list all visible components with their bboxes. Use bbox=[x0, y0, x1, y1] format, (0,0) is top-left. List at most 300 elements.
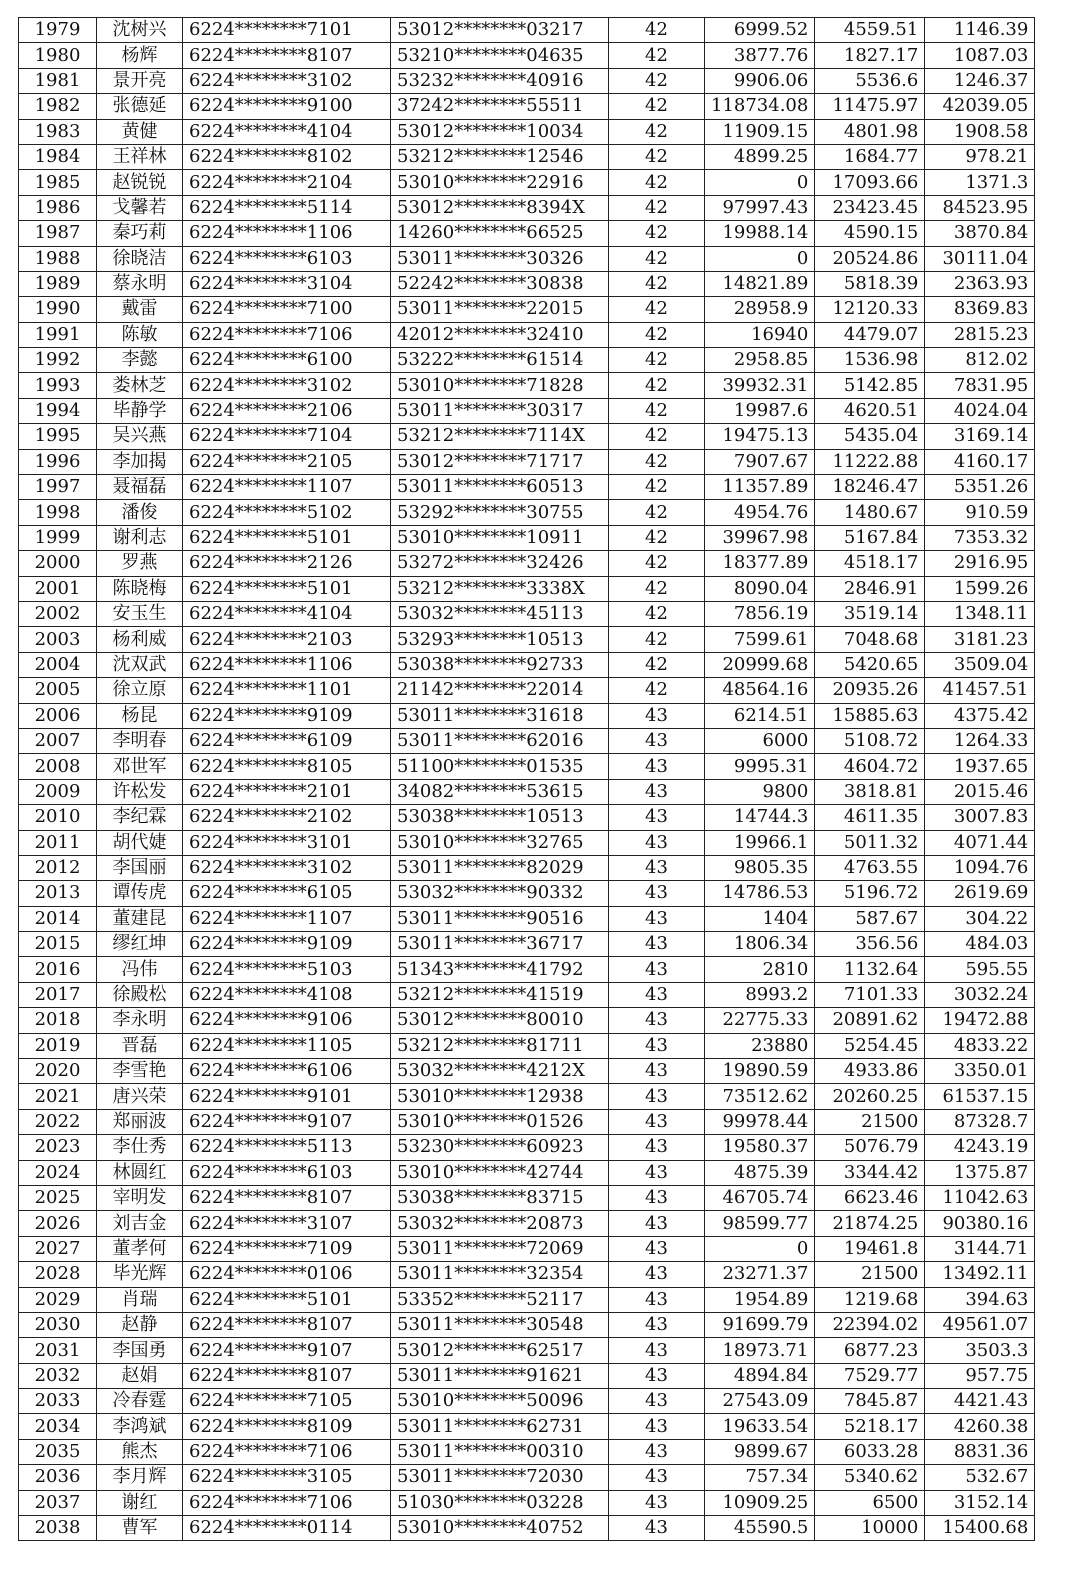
amount-c-cell: 595.55 bbox=[925, 957, 1035, 982]
amount-c-cell: 1937.65 bbox=[925, 754, 1035, 779]
amount-b-cell: 3519.14 bbox=[815, 601, 925, 626]
age-cell: 42 bbox=[609, 678, 705, 703]
age-cell: 42 bbox=[609, 525, 705, 550]
id-number-cell: 53010********32765 bbox=[391, 830, 609, 855]
row-number-cell: 2024 bbox=[19, 1160, 97, 1185]
row-number-cell: 1994 bbox=[19, 398, 97, 423]
age-cell: 42 bbox=[609, 94, 705, 119]
row-number-cell: 2005 bbox=[19, 678, 97, 703]
table-row bbox=[19, 170, 1035, 195]
table-row bbox=[19, 1059, 1035, 1084]
bank-card-cell: 6224********0106 bbox=[183, 1262, 391, 1287]
amount-a-cell: 9995.31 bbox=[705, 754, 815, 779]
amount-c-cell: 61537.15 bbox=[925, 1084, 1035, 1109]
id-number-cell: 53011********30548 bbox=[391, 1312, 609, 1337]
amount-b-cell: 12120.33 bbox=[815, 297, 925, 322]
id-number-cell: 53011********91621 bbox=[391, 1363, 609, 1388]
name-cell: 宰明发 bbox=[97, 1185, 183, 1210]
age-cell: 42 bbox=[609, 170, 705, 195]
name-cell: 熊杰 bbox=[97, 1439, 183, 1464]
age-cell: 43 bbox=[609, 982, 705, 1007]
amount-c-cell: 90380.16 bbox=[925, 1211, 1035, 1236]
amount-b-cell: 20891.62 bbox=[815, 1008, 925, 1033]
name-cell: 沈双武 bbox=[97, 652, 183, 677]
row-number-cell: 1999 bbox=[19, 525, 97, 550]
amount-a-cell: 19988.14 bbox=[705, 221, 815, 246]
row-number-cell: 2038 bbox=[19, 1516, 97, 1541]
id-number-cell: 53010********12938 bbox=[391, 1084, 609, 1109]
table-row bbox=[19, 221, 1035, 246]
row-number-cell: 2018 bbox=[19, 1008, 97, 1033]
row-number-cell: 2034 bbox=[19, 1414, 97, 1439]
row-number-cell: 1982 bbox=[19, 94, 97, 119]
table-row bbox=[19, 424, 1035, 449]
table-row bbox=[19, 195, 1035, 220]
amount-b-cell: 7048.68 bbox=[815, 627, 925, 652]
id-number-cell: 53011********82029 bbox=[391, 855, 609, 880]
amount-b-cell: 4559.51 bbox=[815, 18, 925, 43]
table-row bbox=[19, 627, 1035, 652]
id-number-cell: 53011********32354 bbox=[391, 1262, 609, 1287]
bank-card-cell: 6224********5102 bbox=[183, 500, 391, 525]
amount-a-cell: 11357.89 bbox=[705, 475, 815, 500]
id-number-cell: 53010********22916 bbox=[391, 170, 609, 195]
amount-b-cell: 1827.17 bbox=[815, 43, 925, 68]
amount-c-cell: 8831.36 bbox=[925, 1439, 1035, 1464]
age-cell: 42 bbox=[609, 297, 705, 322]
bank-card-cell: 6224********8107 bbox=[183, 43, 391, 68]
name-cell: 李永明 bbox=[97, 1008, 183, 1033]
amount-c-cell: 812.02 bbox=[925, 348, 1035, 373]
amount-c-cell: 4243.19 bbox=[925, 1135, 1035, 1160]
amount-c-cell: 4071.44 bbox=[925, 830, 1035, 855]
bank-card-cell: 6224********5114 bbox=[183, 195, 391, 220]
amount-c-cell: 1375.87 bbox=[925, 1160, 1035, 1185]
row-number-cell: 2014 bbox=[19, 906, 97, 931]
row-number-cell: 2029 bbox=[19, 1287, 97, 1312]
age-cell: 43 bbox=[609, 1236, 705, 1261]
table-row bbox=[19, 601, 1035, 626]
age-cell: 42 bbox=[609, 119, 705, 144]
bank-card-cell: 6224********7105 bbox=[183, 1389, 391, 1414]
amount-a-cell: 9899.67 bbox=[705, 1439, 815, 1464]
amount-a-cell: 27543.09 bbox=[705, 1389, 815, 1414]
amount-a-cell: 0 bbox=[705, 1236, 815, 1261]
age-cell: 42 bbox=[609, 551, 705, 576]
bank-card-cell: 6224********7109 bbox=[183, 1236, 391, 1261]
age-cell: 42 bbox=[609, 449, 705, 474]
amount-b-cell: 5254.45 bbox=[815, 1033, 925, 1058]
bank-card-cell: 6224********8102 bbox=[183, 144, 391, 169]
name-cell: 赵娟 bbox=[97, 1363, 183, 1388]
table-row bbox=[19, 271, 1035, 296]
amount-c-cell: 30111.04 bbox=[925, 246, 1035, 271]
table-row bbox=[19, 855, 1035, 880]
age-cell: 42 bbox=[609, 475, 705, 500]
table-row bbox=[19, 348, 1035, 373]
bank-card-cell: 6224********6109 bbox=[183, 728, 391, 753]
table-body bbox=[19, 18, 1035, 1541]
amount-c-cell: 3181.23 bbox=[925, 627, 1035, 652]
id-number-cell: 53032********45113 bbox=[391, 601, 609, 626]
amount-a-cell: 14821.89 bbox=[705, 271, 815, 296]
amount-b-cell: 19461.8 bbox=[815, 1236, 925, 1261]
name-cell: 缪红坤 bbox=[97, 932, 183, 957]
table-row bbox=[19, 398, 1035, 423]
bank-card-cell: 6224********1101 bbox=[183, 678, 391, 703]
row-number-cell: 2019 bbox=[19, 1033, 97, 1058]
amount-c-cell: 4833.22 bbox=[925, 1033, 1035, 1058]
bank-card-cell: 6224********9107 bbox=[183, 1109, 391, 1134]
amount-a-cell: 1404 bbox=[705, 906, 815, 931]
amount-c-cell: 3350.01 bbox=[925, 1059, 1035, 1084]
row-number-cell: 1986 bbox=[19, 195, 97, 220]
id-number-cell: 53010********42744 bbox=[391, 1160, 609, 1185]
id-number-cell: 53210********04635 bbox=[391, 43, 609, 68]
row-number-cell: 2026 bbox=[19, 1211, 97, 1236]
name-cell: 戴雷 bbox=[97, 297, 183, 322]
id-number-cell: 53212********7114X bbox=[391, 424, 609, 449]
amount-a-cell: 19987.6 bbox=[705, 398, 815, 423]
table-row bbox=[19, 475, 1035, 500]
amount-a-cell: 6214.51 bbox=[705, 703, 815, 728]
amount-b-cell: 587.67 bbox=[815, 906, 925, 931]
row-number-cell: 2009 bbox=[19, 779, 97, 804]
bank-card-cell: 6224********2102 bbox=[183, 805, 391, 830]
row-number-cell: 2013 bbox=[19, 881, 97, 906]
table-row bbox=[19, 18, 1035, 43]
id-number-cell: 53011********36717 bbox=[391, 932, 609, 957]
bank-card-cell: 6224********5101 bbox=[183, 1287, 391, 1312]
amount-c-cell: 49561.07 bbox=[925, 1312, 1035, 1337]
table-row bbox=[19, 1160, 1035, 1185]
bank-card-cell: 6224********8105 bbox=[183, 754, 391, 779]
name-cell: 罗燕 bbox=[97, 551, 183, 576]
age-cell: 43 bbox=[609, 1312, 705, 1337]
age-cell: 42 bbox=[609, 144, 705, 169]
name-cell: 郑丽波 bbox=[97, 1109, 183, 1134]
id-number-cell: 51343********41792 bbox=[391, 957, 609, 982]
age-cell: 42 bbox=[609, 43, 705, 68]
bank-card-cell: 6224********2105 bbox=[183, 449, 391, 474]
bank-card-cell: 6224********5113 bbox=[183, 1135, 391, 1160]
id-number-cell: 53010********10911 bbox=[391, 525, 609, 550]
table-row bbox=[19, 678, 1035, 703]
table-row bbox=[19, 1262, 1035, 1287]
row-number-cell: 2035 bbox=[19, 1439, 97, 1464]
amount-a-cell: 4875.39 bbox=[705, 1160, 815, 1185]
amount-b-cell: 5011.32 bbox=[815, 830, 925, 855]
row-number-cell: 1998 bbox=[19, 500, 97, 525]
amount-c-cell: 1087.03 bbox=[925, 43, 1035, 68]
amount-b-cell: 22394.02 bbox=[815, 1312, 925, 1337]
bank-card-cell: 6224********6106 bbox=[183, 1059, 391, 1084]
amount-c-cell: 3503.3 bbox=[925, 1338, 1035, 1363]
age-cell: 42 bbox=[609, 271, 705, 296]
bank-card-cell: 6224********1107 bbox=[183, 906, 391, 931]
id-number-cell: 53010********40752 bbox=[391, 1516, 609, 1541]
amount-a-cell: 2958.85 bbox=[705, 348, 815, 373]
bank-card-cell: 6224********3105 bbox=[183, 1465, 391, 1490]
amount-a-cell: 6999.52 bbox=[705, 18, 815, 43]
amount-a-cell: 1806.34 bbox=[705, 932, 815, 957]
name-cell: 赵静 bbox=[97, 1312, 183, 1337]
amount-a-cell: 8993.2 bbox=[705, 982, 815, 1007]
id-number-cell: 53038********10513 bbox=[391, 805, 609, 830]
amount-c-cell: 41457.51 bbox=[925, 678, 1035, 703]
age-cell: 42 bbox=[609, 627, 705, 652]
table-row bbox=[19, 551, 1035, 576]
age-cell: 43 bbox=[609, 1059, 705, 1084]
amount-a-cell: 757.34 bbox=[705, 1465, 815, 1490]
id-number-cell: 53011********00310 bbox=[391, 1439, 609, 1464]
row-number-cell: 2008 bbox=[19, 754, 97, 779]
bank-card-cell: 6224********5101 bbox=[183, 525, 391, 550]
row-number-cell: 1980 bbox=[19, 43, 97, 68]
name-cell: 毕光辉 bbox=[97, 1262, 183, 1287]
table-row bbox=[19, 1211, 1035, 1236]
amount-c-cell: 7831.95 bbox=[925, 373, 1035, 398]
amount-c-cell: 84523.95 bbox=[925, 195, 1035, 220]
age-cell: 43 bbox=[609, 1287, 705, 1312]
id-number-cell: 53032********20873 bbox=[391, 1211, 609, 1236]
age-cell: 42 bbox=[609, 424, 705, 449]
table-row bbox=[19, 982, 1035, 1007]
row-number-cell: 1995 bbox=[19, 424, 97, 449]
amount-b-cell: 15885.63 bbox=[815, 703, 925, 728]
name-cell: 景开亮 bbox=[97, 68, 183, 93]
bank-card-cell: 6224********7101 bbox=[183, 18, 391, 43]
name-cell: 晋磊 bbox=[97, 1033, 183, 1058]
amount-b-cell: 6623.46 bbox=[815, 1185, 925, 1210]
age-cell: 43 bbox=[609, 1439, 705, 1464]
bank-card-cell: 6224********5103 bbox=[183, 957, 391, 982]
amount-b-cell: 23423.45 bbox=[815, 195, 925, 220]
table-row bbox=[19, 906, 1035, 931]
name-cell: 林圆红 bbox=[97, 1160, 183, 1185]
row-number-cell: 2021 bbox=[19, 1084, 97, 1109]
bank-card-cell: 6224********2126 bbox=[183, 551, 391, 576]
amount-b-cell: 5420.65 bbox=[815, 652, 925, 677]
amount-b-cell: 18246.47 bbox=[815, 475, 925, 500]
id-number-cell: 53011********72069 bbox=[391, 1236, 609, 1261]
id-number-cell: 14260********66525 bbox=[391, 221, 609, 246]
amount-b-cell: 4518.17 bbox=[815, 551, 925, 576]
amount-b-cell: 11222.88 bbox=[815, 449, 925, 474]
age-cell: 43 bbox=[609, 906, 705, 931]
bank-card-cell: 6224********2104 bbox=[183, 170, 391, 195]
row-number-cell: 2032 bbox=[19, 1363, 97, 1388]
table-row bbox=[19, 652, 1035, 677]
table-row bbox=[19, 1008, 1035, 1033]
id-number-cell: 53012********10034 bbox=[391, 119, 609, 144]
age-cell: 43 bbox=[609, 805, 705, 830]
name-cell: 聂福磊 bbox=[97, 475, 183, 500]
row-number-cell: 1989 bbox=[19, 271, 97, 296]
table-row bbox=[19, 779, 1035, 804]
amount-b-cell: 1480.67 bbox=[815, 500, 925, 525]
row-number-cell: 1987 bbox=[19, 221, 97, 246]
amount-c-cell: 19472.88 bbox=[925, 1008, 1035, 1033]
amount-c-cell: 5351.26 bbox=[925, 475, 1035, 500]
age-cell: 42 bbox=[609, 373, 705, 398]
bank-card-cell: 6224********7106 bbox=[183, 1490, 391, 1515]
amount-b-cell: 4933.86 bbox=[815, 1059, 925, 1084]
amount-a-cell: 99978.44 bbox=[705, 1109, 815, 1134]
bank-card-cell: 6224********9106 bbox=[183, 1008, 391, 1033]
name-cell: 赵锐锐 bbox=[97, 170, 183, 195]
id-number-cell: 53012********8394X bbox=[391, 195, 609, 220]
bank-card-cell: 6224********1106 bbox=[183, 652, 391, 677]
age-cell: 43 bbox=[609, 1465, 705, 1490]
id-number-cell: 53012********71717 bbox=[391, 449, 609, 474]
amount-c-cell: 1371.3 bbox=[925, 170, 1035, 195]
amount-b-cell: 4801.98 bbox=[815, 119, 925, 144]
amount-b-cell: 5108.72 bbox=[815, 728, 925, 753]
id-number-cell: 53230********60923 bbox=[391, 1135, 609, 1160]
bank-card-cell: 6224********7106 bbox=[183, 1439, 391, 1464]
amount-a-cell: 48564.16 bbox=[705, 678, 815, 703]
age-cell: 42 bbox=[609, 601, 705, 626]
age-cell: 42 bbox=[609, 322, 705, 347]
id-number-cell: 53212********41519 bbox=[391, 982, 609, 1007]
age-cell: 43 bbox=[609, 1033, 705, 1058]
name-cell: 杨昆 bbox=[97, 703, 183, 728]
bank-card-cell: 6224********4108 bbox=[183, 982, 391, 1007]
id-number-cell: 51030********03228 bbox=[391, 1490, 609, 1515]
amount-b-cell: 4763.55 bbox=[815, 855, 925, 880]
amount-b-cell: 6033.28 bbox=[815, 1439, 925, 1464]
name-cell: 潘俊 bbox=[97, 500, 183, 525]
row-number-cell: 1996 bbox=[19, 449, 97, 474]
age-cell: 43 bbox=[609, 1084, 705, 1109]
amount-c-cell: 910.59 bbox=[925, 500, 1035, 525]
table-row bbox=[19, 1490, 1035, 1515]
name-cell: 许松发 bbox=[97, 779, 183, 804]
table-row bbox=[19, 703, 1035, 728]
table-row bbox=[19, 1033, 1035, 1058]
name-cell: 张德延 bbox=[97, 94, 183, 119]
table-row bbox=[19, 932, 1035, 957]
id-number-cell: 53011********72030 bbox=[391, 1465, 609, 1490]
amount-a-cell: 7599.61 bbox=[705, 627, 815, 652]
table-row bbox=[19, 1185, 1035, 1210]
table-row bbox=[19, 1465, 1035, 1490]
age-cell: 42 bbox=[609, 18, 705, 43]
amount-a-cell: 97997.43 bbox=[705, 195, 815, 220]
amount-b-cell: 10000 bbox=[815, 1516, 925, 1541]
row-number-cell: 2003 bbox=[19, 627, 97, 652]
name-cell: 谢利志 bbox=[97, 525, 183, 550]
name-cell: 董孝何 bbox=[97, 1236, 183, 1261]
amount-b-cell: 5196.72 bbox=[815, 881, 925, 906]
age-cell: 43 bbox=[609, 1008, 705, 1033]
table-row bbox=[19, 373, 1035, 398]
amount-b-cell: 3344.42 bbox=[815, 1160, 925, 1185]
amount-a-cell: 7856.19 bbox=[705, 601, 815, 626]
table-row bbox=[19, 728, 1035, 753]
amount-a-cell: 4899.25 bbox=[705, 144, 815, 169]
amount-a-cell: 22775.33 bbox=[705, 1008, 815, 1033]
amount-a-cell: 0 bbox=[705, 246, 815, 271]
amount-a-cell: 98599.77 bbox=[705, 1211, 815, 1236]
amount-b-cell: 3818.81 bbox=[815, 779, 925, 804]
table-row bbox=[19, 576, 1035, 601]
row-number-cell: 2027 bbox=[19, 1236, 97, 1261]
amount-b-cell: 5435.04 bbox=[815, 424, 925, 449]
amount-c-cell: 87328.7 bbox=[925, 1109, 1035, 1134]
row-number-cell: 1988 bbox=[19, 246, 97, 271]
id-number-cell: 53011********30317 bbox=[391, 398, 609, 423]
id-number-cell: 53292********30755 bbox=[391, 500, 609, 525]
data-table bbox=[18, 17, 1035, 1541]
name-cell: 杨利威 bbox=[97, 627, 183, 652]
row-number-cell: 2001 bbox=[19, 576, 97, 601]
age-cell: 42 bbox=[609, 195, 705, 220]
row-number-cell: 2000 bbox=[19, 551, 97, 576]
amount-c-cell: 4260.38 bbox=[925, 1414, 1035, 1439]
bank-card-cell: 6224********7100 bbox=[183, 297, 391, 322]
age-cell: 43 bbox=[609, 855, 705, 880]
amount-a-cell: 4954.76 bbox=[705, 500, 815, 525]
name-cell: 李加揭 bbox=[97, 449, 183, 474]
name-cell: 黄健 bbox=[97, 119, 183, 144]
amount-c-cell: 2015.46 bbox=[925, 779, 1035, 804]
name-cell: 杨辉 bbox=[97, 43, 183, 68]
row-number-cell: 2017 bbox=[19, 982, 97, 1007]
amount-a-cell: 23880 bbox=[705, 1033, 815, 1058]
row-number-cell: 2002 bbox=[19, 601, 97, 626]
age-cell: 42 bbox=[609, 500, 705, 525]
amount-b-cell: 11475.97 bbox=[815, 94, 925, 119]
amount-c-cell: 2363.93 bbox=[925, 271, 1035, 296]
amount-a-cell: 19633.54 bbox=[705, 1414, 815, 1439]
age-cell: 43 bbox=[609, 830, 705, 855]
amount-b-cell: 5340.62 bbox=[815, 1465, 925, 1490]
bank-card-cell: 6224********5101 bbox=[183, 576, 391, 601]
table-row bbox=[19, 1338, 1035, 1363]
table-row bbox=[19, 957, 1035, 982]
table-row bbox=[19, 68, 1035, 93]
name-cell: 董建昆 bbox=[97, 906, 183, 931]
name-cell: 毕静学 bbox=[97, 398, 183, 423]
amount-b-cell: 1684.77 bbox=[815, 144, 925, 169]
bank-card-cell: 6224********3102 bbox=[183, 855, 391, 880]
amount-b-cell: 4590.15 bbox=[815, 221, 925, 246]
name-cell: 李仕秀 bbox=[97, 1135, 183, 1160]
name-cell: 陈晓梅 bbox=[97, 576, 183, 601]
amount-c-cell: 1094.76 bbox=[925, 855, 1035, 880]
bank-card-cell: 6224********4104 bbox=[183, 119, 391, 144]
name-cell: 胡代婕 bbox=[97, 830, 183, 855]
id-number-cell: 53011********30326 bbox=[391, 246, 609, 271]
amount-b-cell: 7529.77 bbox=[815, 1363, 925, 1388]
id-number-cell: 53038********83715 bbox=[391, 1185, 609, 1210]
amount-a-cell: 45590.5 bbox=[705, 1516, 815, 1541]
bank-card-cell: 6224********7106 bbox=[183, 322, 391, 347]
name-cell: 曹军 bbox=[97, 1516, 183, 1541]
bank-card-cell: 6224********7104 bbox=[183, 424, 391, 449]
id-number-cell: 53012********03217 bbox=[391, 18, 609, 43]
table-row bbox=[19, 1084, 1035, 1109]
name-cell: 王祥林 bbox=[97, 144, 183, 169]
bank-card-cell: 6224********3104 bbox=[183, 271, 391, 296]
bank-card-cell: 6224********6103 bbox=[183, 246, 391, 271]
bank-card-cell: 6224********2103 bbox=[183, 627, 391, 652]
age-cell: 43 bbox=[609, 1338, 705, 1363]
row-number-cell: 2015 bbox=[19, 932, 97, 957]
name-cell: 安玉生 bbox=[97, 601, 183, 626]
